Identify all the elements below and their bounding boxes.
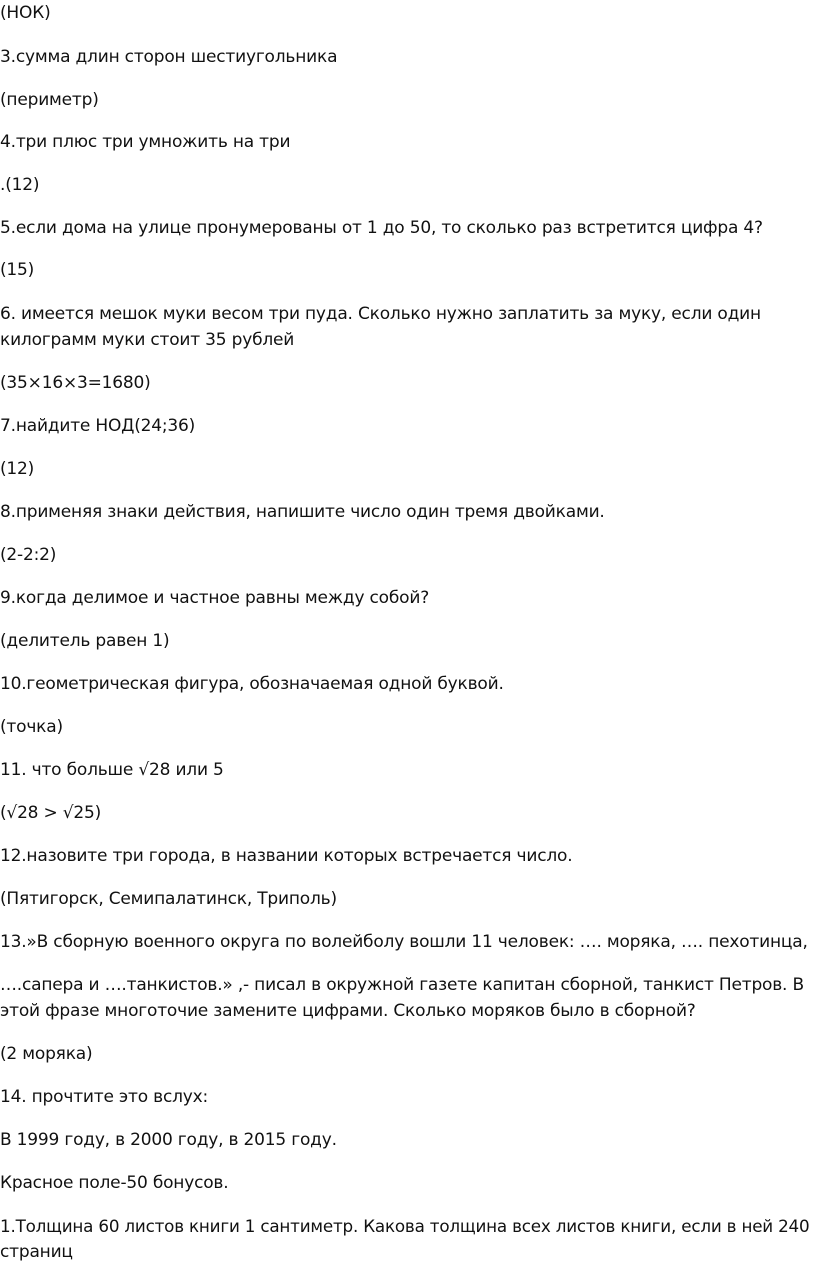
text-line-15: 9.когда делимое и частное равны между собой? — [0, 588, 430, 608]
text-line-17: 10.геометрическая фигура, обозначаемая одной буквой. — [0, 674, 504, 694]
text-line-12: (12) — [0, 459, 35, 479]
text-line-16: (делитель равен 1) — [0, 631, 170, 651]
text-line-27: 14. прочтите это вслух: — [0, 1087, 209, 1107]
text-line-22: (Пятигорск, Семипалатинск, Триполь) — [0, 889, 337, 909]
text-line-10: (35×16×3=1680) — [0, 373, 151, 393]
text-line-5: .(12) — [0, 175, 40, 195]
text-line-23: 13.»В сборную военного округа по волейболу вошли 11 человек: …. моряка, …. пехотинца, — [0, 932, 808, 952]
text-line-28: В 1999 году, в 2000 году, в 2015 году. — [0, 1130, 337, 1150]
text-line-25: этой фразе многоточие замените цифрами. Сколько моряков было в сборной? — [0, 1001, 696, 1021]
text-line-1: (НОК) — [0, 3, 51, 23]
text-line-26: (2 моряка) — [0, 1044, 93, 1064]
text-line-19: 11. что больше √28 или 5 — [0, 760, 224, 780]
text-line-4: 4.три плюс три умножить на три — [0, 132, 291, 152]
text-line-21: 12.назовите три города, в названии которых встречается число. — [0, 846, 573, 866]
text-line-24: ….сапера и ….танкистов.» ,- писал в окружной газете капитан сборной, танкист Петров. В — [0, 975, 804, 995]
text-line-29: Красное поле-50 бонусов. — [0, 1173, 229, 1193]
text-line-7: (15) — [0, 260, 35, 280]
text-line-20: (√28 > √25) — [0, 803, 102, 823]
text-line-3: (периметр) — [0, 90, 99, 110]
text-line-2: 3.сумма длин сторон шестиугольника — [0, 47, 338, 67]
text-line-14: (2-2:2) — [0, 545, 57, 565]
text-line-13: 8.применяя знаки действия, напишите число один тремя двойками. — [0, 502, 605, 522]
text-line-9: килограмм муки стоит 35 рублей — [0, 330, 295, 350]
text-line-18: (точка) — [0, 717, 63, 737]
text-line-8: 6. имеется мешок муки весом три пуда. Сколько нужно заплатить за муку, если один — [0, 304, 761, 324]
text-line-11: 7.найдите НОД(24;36) — [0, 416, 196, 436]
text-line-31: страниц — [0, 1242, 73, 1262]
text-line-30: 1.Толщина 60 листов книги 1 сантиметр. Какова толщина всех листов книги, если в ней 240 — [0, 1216, 810, 1236]
text-line-6: 5.если дома на улице пронумерованы от 1 до 50, то сколько раз встретится цифра 4? — [0, 218, 763, 238]
